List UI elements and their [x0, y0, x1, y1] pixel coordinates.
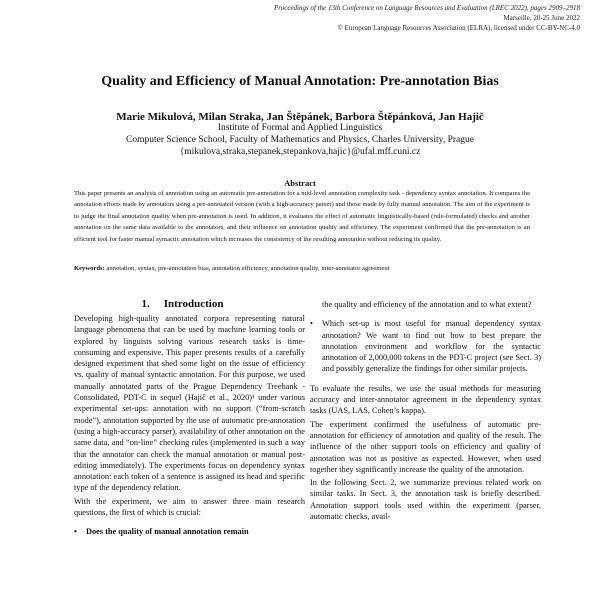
intro-paragraph-2: With the experiment, we aim to answer three main research questions, the first of which is crucial:	[74, 496, 305, 518]
list-item	[310, 318, 541, 374]
affiliation-university: Computer Science School, Faculty of Mathematics and Physics, Charles University, Prague	[126, 135, 474, 145]
right-paragraph-evaluation: To evaluate the results, we use the usual methods for measuring accuracy and inter-annotator agreement in the dependency syntax tasks (UAS, LAS, Cohen’s kappa).	[310, 383, 541, 416]
section-number: 1.	[141, 298, 150, 310]
keywords-label: Keywords:	[74, 265, 105, 272]
proceedings-header	[160, 3, 580, 33]
header-license-line: © European Language Resources Association (ELRA), licensed under CC-BY-NC-4.0	[337, 24, 580, 32]
paper-title: Quality and Efficiency of Manual Annotation: Pre-annotation Bias	[101, 74, 499, 89]
abstract-text: This paper presents an analysis of annotation using an automatic pre-annotation for a mid-level annotation complexity task - dependency syntax annotation. It compares the annotation efforts made by annotators using a pre-annotated version (with a high-accuracy parser) and those made by fully manual annotation. The aim of the experiment is to judge the final annotation quality when pre-annotation is used. In addition, it evaluates the effect of automatic linguistically-based (rule-formulated) checks and another annotation on the same data available to the annotators, and their influence on annotation quality and efficiency. The experiment confirmed that the pre-annotation is an efficient tool for faster manual syntactic annotation which increases the consistency of the resulting annotation without reducing its quality.	[74, 190, 530, 243]
right-column	[310, 299, 541, 522]
intro-paragraph-1: Developing high-quality annotated corpora representing natural language phenomena that can be used by machine learning tools or explored by linguists solving various research tasks is time-consuming and expensive. This paper presents results of a carefully designed experiment that shed some light on the issue of efficiency vs. quality of manual syntactic annotation. For this purpose, we used manually annotated parts of the Prague Dependency Treebank - Consolidated, PDT-C in sequel (Hajič et al., 2020)¹ under various experimental set-ups: annotation with no support (“from-scratch mode”), annotation supported by the use of automatic pre-annotation (using a high-accuracy parser), availability of other annotation on the same data, and “on-line” checking rules (implemented in such a way that the annotator can check the manual annotation or manual post-editing immediately). The experiments focus on dependency syntax annotation: each token of a sentence is assigned its head and specific type of the dependency relation.	[74, 314, 305, 493]
right-paragraph-outline: In the following Sect. 2, we summarize previous related work on similar tasks. In Sect. 3, the annotation task is briefly described. Annotation support tools used within the experiment (parser, automatic checks, avail-	[310, 478, 541, 522]
keywords-text: annotation, syntax, pre-annotation bias, annotation efficiency, annotation quality, inter-annotator agreement	[104, 265, 390, 272]
author-emails: {mikulova,straka,stepanek,stepankova,hajic}@ufal.mff.cuni.cz	[179, 147, 421, 157]
right-paragraph-results: The experiment confirmed the usefulness of automatic pre-annotation for efficiency of annotation and quality of the result. The influence of the other support tools on efficiency and quality of annotation was not as positive as expected. However, when used together they significantly increase the quality of the annotation.	[310, 419, 541, 474]
bullet-dot: •	[74, 527, 77, 537]
keywords-line	[74, 263, 530, 274]
section-title: Introduction	[163, 298, 224, 310]
left-column	[74, 298, 305, 546]
section-heading-introduction	[74, 298, 305, 310]
header-location-line: Marseille, 20-25 June 2022	[503, 14, 580, 22]
affiliation-institute: Institute of Formal and Applied Linguistics	[217, 123, 383, 133]
bullet-text: Does the quality of manual annotation remain	[86, 527, 249, 537]
affiliation-block	[0, 122, 600, 158]
abstract-heading: Abstract	[284, 178, 316, 188]
bullet-text: Which set-up is most useful for manual dependency syntax annotation? We want to find out how to best prepare the annotation environment and workflow for the syntactic annotation of 2,000,000 tokens in the PDT-C project (see Sect. 3) and possibly generalize the findings for other similar projects.	[322, 319, 541, 374]
bullet-dot: •	[310, 319, 313, 329]
bullet-continuation: the quality and efficiency of the annotation and to what extent?	[322, 300, 532, 309]
list-item	[74, 526, 305, 537]
author-list: Marie Mikulová, Milan Straka, Jan Štěpánek, Barbora Štěpánková, Jan Hajič	[116, 111, 484, 123]
header-proceedings-line: Proceedings of the 13th Conference on Language Resources and Evaluation (LREC 2022), pages 2909–2918	[273, 4, 580, 12]
